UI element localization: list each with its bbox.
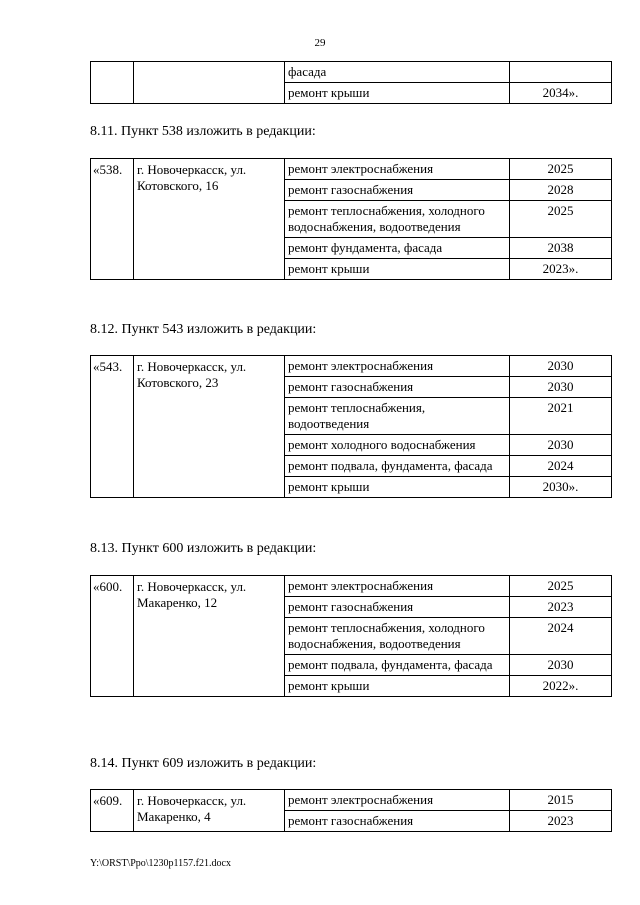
number-cell: «600.: [91, 576, 134, 697]
work-cell: ремонт подвала, фундамента, фасада: [285, 456, 510, 477]
table-row: [91, 790, 612, 811]
number-cell: «543.: [91, 356, 134, 498]
work-cell: ремонт крыши: [285, 83, 510, 104]
year-cell: 2038: [510, 238, 612, 259]
table-item-538: [90, 158, 612, 280]
year-cell: 2030: [510, 356, 612, 377]
work-cell: ремонт теплоснабжения, холодного водоснабжения, водоотведения: [285, 201, 510, 238]
work-cell: ремонт холодного водоснабжения: [285, 435, 510, 456]
work-cell: ремонт газоснабжения: [285, 597, 510, 618]
work-cell: ремонт теплоснабжения, водоотведения: [285, 398, 510, 435]
address-cell: г. Новочеркасск, ул. Котовского, 16: [134, 159, 285, 280]
footer-file-path: Y:\ORST\Ppo\1230p1157.f21.docx: [90, 858, 231, 869]
year-cell: 2023».: [510, 259, 612, 280]
work-cell: ремонт газоснабжения: [285, 180, 510, 201]
address-cell: г. Новочеркасск, ул. Макаренко, 4: [134, 790, 285, 832]
table-row: [91, 356, 612, 377]
work-cell: ремонт теплоснабжения, холодного водоснабжения, водоотведения: [285, 618, 510, 655]
table-item-609: [90, 789, 612, 832]
table-row: [91, 62, 612, 83]
work-cell: фасада: [285, 62, 510, 83]
work-cell: ремонт подвала, фундамента, фасада: [285, 655, 510, 676]
year-cell: 2022».: [510, 676, 612, 697]
year-cell: 2034».: [510, 83, 612, 104]
year-cell: 2030: [510, 377, 612, 398]
work-cell: ремонт крыши: [285, 477, 510, 498]
year-cell: 2030».: [510, 477, 612, 498]
table-continuation: [90, 61, 612, 104]
work-cell: ремонт фундамента, фасада: [285, 238, 510, 259]
year-cell: 2023: [510, 597, 612, 618]
page-number: 29: [314, 37, 326, 49]
work-cell: ремонт газоснабжения: [285, 377, 510, 398]
year-cell: 2025: [510, 576, 612, 597]
paragraph-8-12: 8.12. Пункт 543 изложить в редакции:: [90, 322, 317, 337]
paragraph-8-11: 8.11. Пункт 538 изложить в редакции:: [90, 124, 316, 139]
year-cell: 2025: [510, 159, 612, 180]
year-cell: 2030: [510, 435, 612, 456]
year-cell: 2023: [510, 811, 612, 832]
work-cell: ремонт газоснабжения: [285, 811, 510, 832]
work-cell: ремонт крыши: [285, 676, 510, 697]
address-cell: г. Новочеркасск, ул. Котовского, 23: [134, 356, 285, 498]
paragraph-8-14: 8.14. Пункт 609 изложить в редакции:: [90, 756, 317, 771]
number-cell: [91, 62, 134, 104]
work-cell: ремонт электроснабжения: [285, 576, 510, 597]
table-item-543: [90, 355, 612, 498]
year-cell: 2015: [510, 790, 612, 811]
table-row: [91, 159, 612, 180]
work-cell: ремонт электроснабжения: [285, 790, 510, 811]
year-cell: 2030: [510, 655, 612, 676]
year-cell: 2024: [510, 618, 612, 655]
year-cell: 2024: [510, 456, 612, 477]
address-cell: [134, 62, 285, 104]
year-cell: 2028: [510, 180, 612, 201]
year-cell: [510, 62, 612, 83]
work-cell: ремонт электроснабжения: [285, 159, 510, 180]
number-cell: «609.: [91, 790, 134, 832]
work-cell: ремонт электроснабжения: [285, 356, 510, 377]
paragraph-8-13: 8.13. Пункт 600 изложить в редакции:: [90, 541, 317, 556]
work-cell: ремонт крыши: [285, 259, 510, 280]
table-row: [91, 576, 612, 597]
number-cell: «538.: [91, 159, 134, 280]
year-cell: 2021: [510, 398, 612, 435]
year-cell: 2025: [510, 201, 612, 238]
address-cell: г. Новочеркасск, ул. Макаренко, 12: [134, 576, 285, 697]
table-item-600: [90, 575, 612, 697]
